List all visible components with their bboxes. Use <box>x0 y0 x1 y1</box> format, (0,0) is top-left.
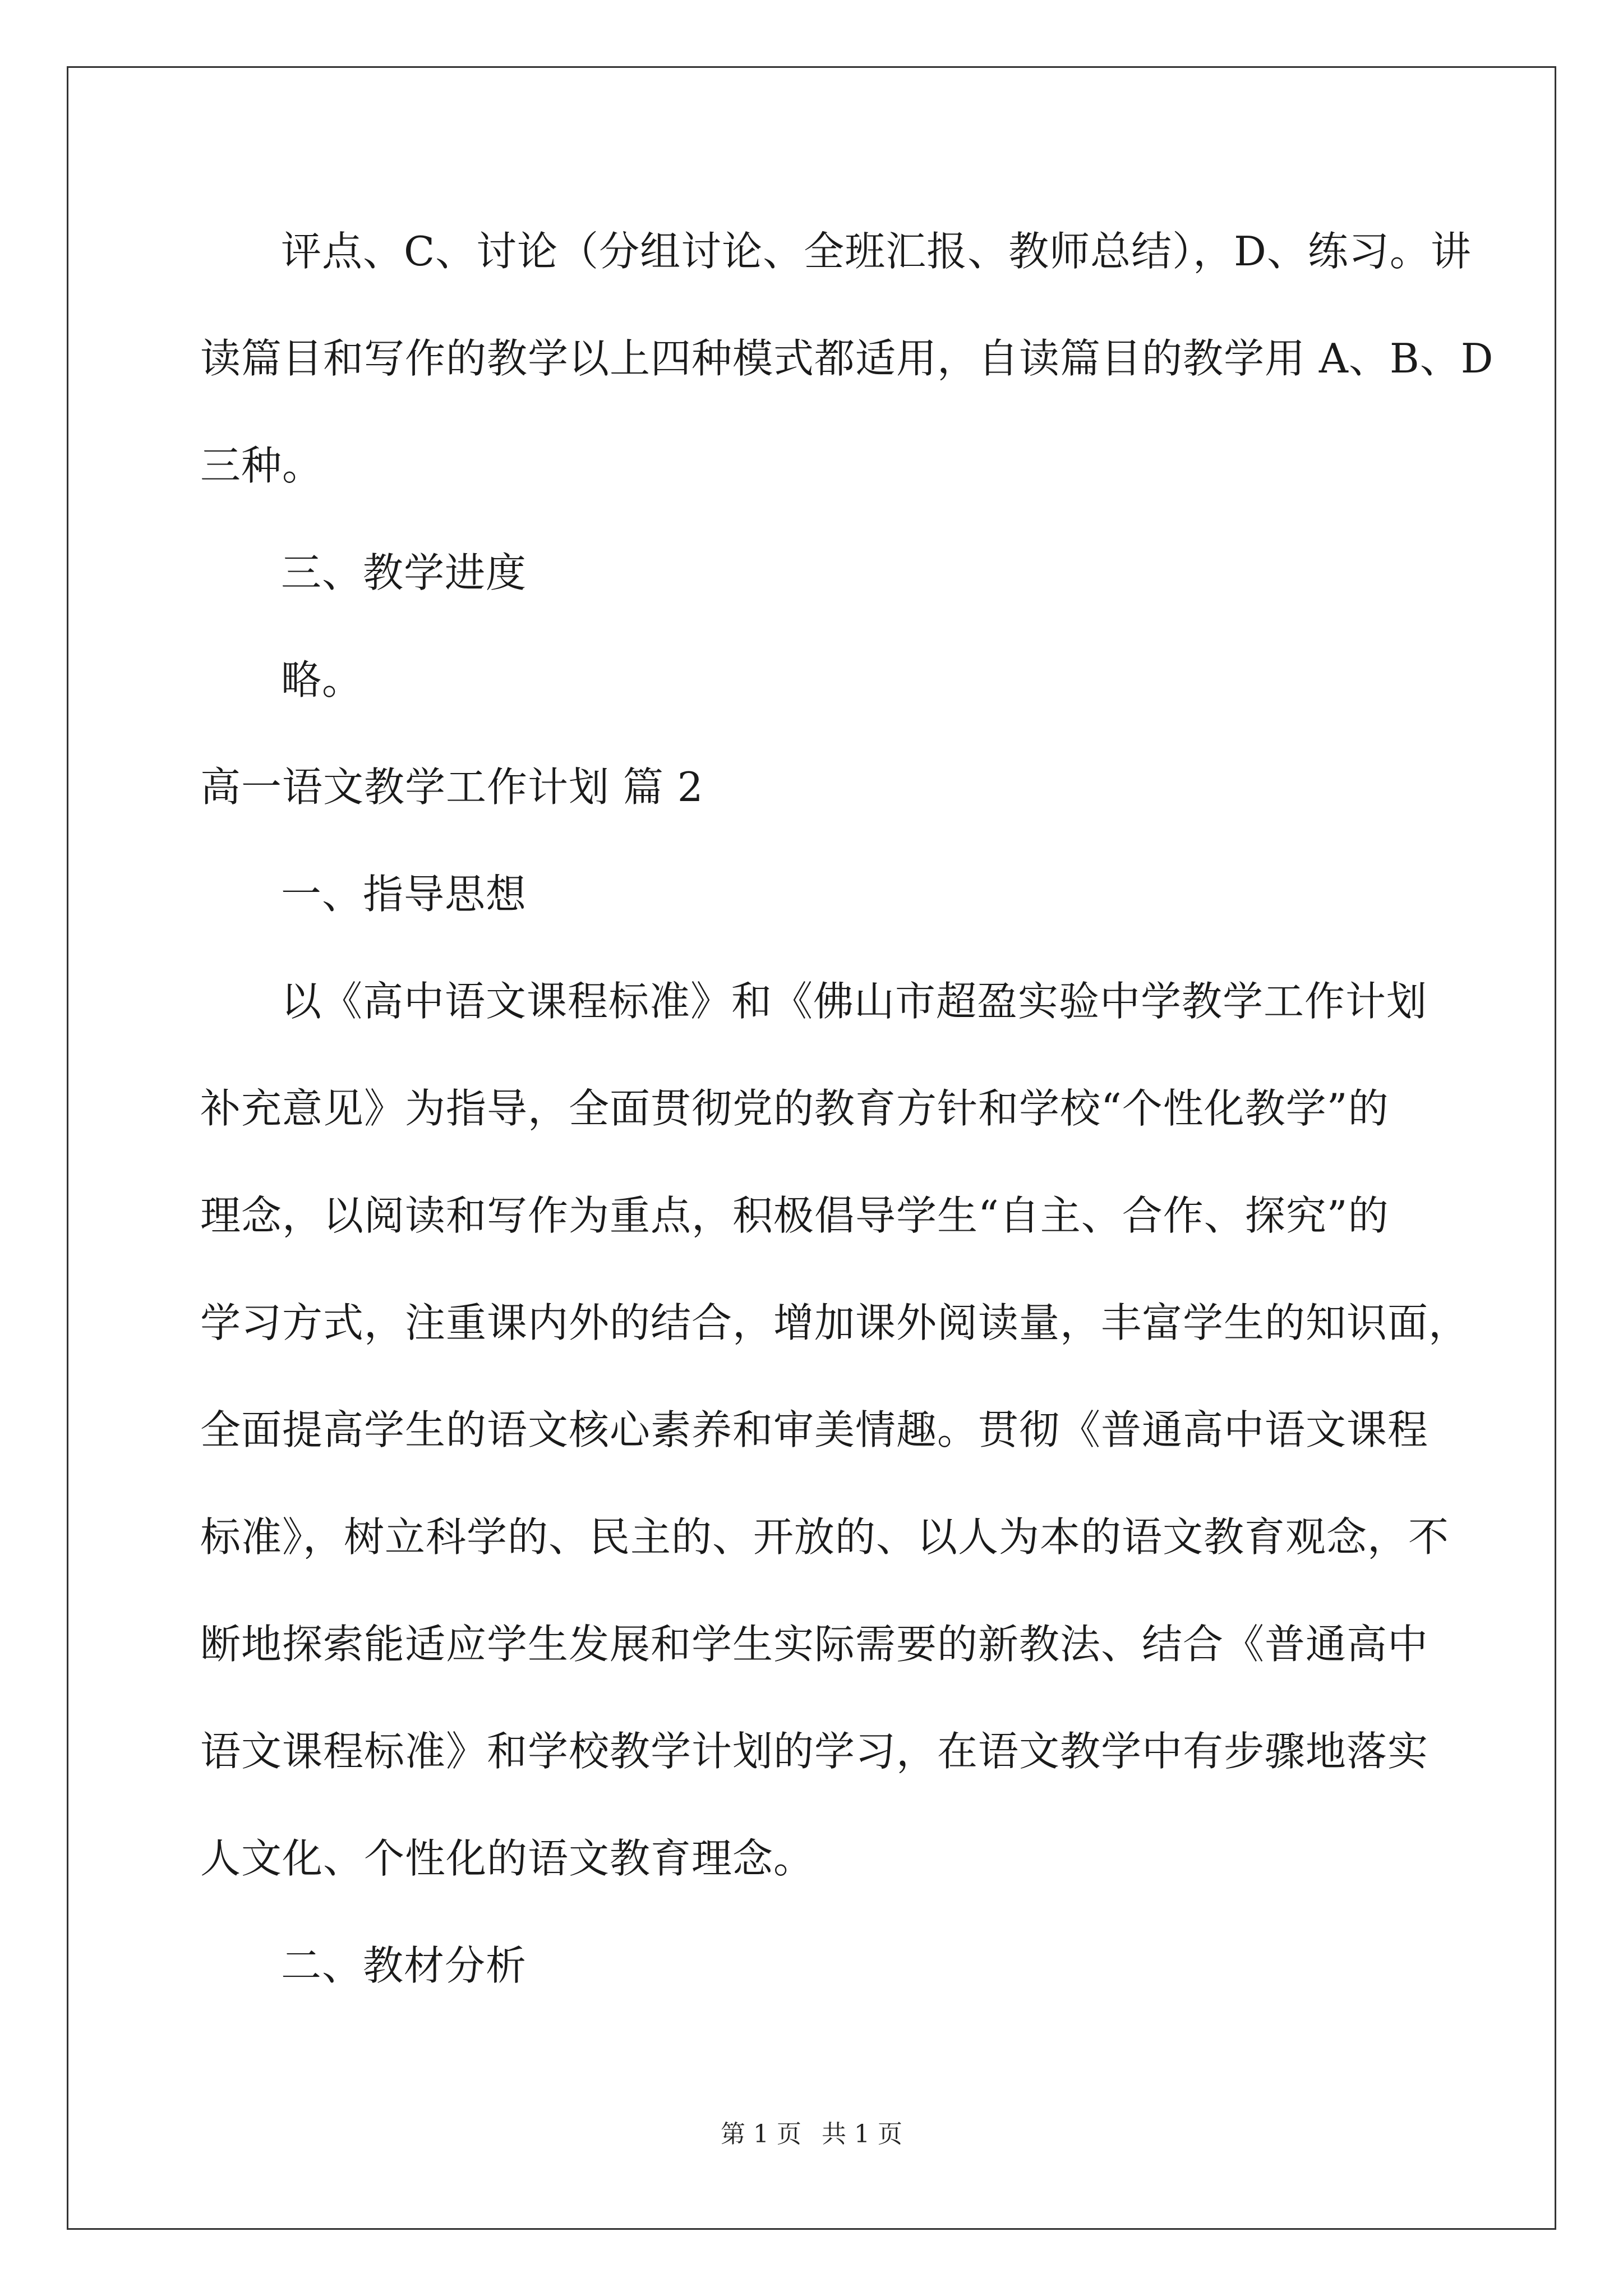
body-line: 读篇目和写作的教学以上四种模式都适用，自读篇目的教学用 A、B、D <box>200 335 1494 382</box>
body-line: 语文课程标准》和学校教学计划的学习，在语文教学中有步骤地落实 <box>200 1728 1429 1775</box>
body-line: 理念，以阅读和写作为重点，积极倡导学生“自主、合作、探究”的 <box>200 1192 1389 1239</box>
body-line: 以《高中语文课程标准》和《佛山市超盈实验中学教学工作计划 <box>281 978 1428 1025</box>
body-line: 全面提高学生的语文核心素养和审美情趣。贯彻《普通高中语文课程 <box>200 1406 1429 1453</box>
body-line: 标准》，树立科学的、民主的、开放的、以人为本的语文教育观念，不 <box>200 1513 1450 1561</box>
body-line: 断地探索能适应学生发展和学生实际需要的新教法、结合《普通高中 <box>200 1621 1429 1668</box>
body-line: 人文化、个性化的语文教育理念。 <box>200 1835 815 1882</box>
page-number: 第 1 页 <box>721 2120 801 2148</box>
section-heading: 一、指导思想 <box>281 871 527 918</box>
body-line: 略。 <box>281 656 363 703</box>
body-line: 补充意见》为指导，全面贯彻党的教育方针和学校“个性化教学”的 <box>200 1085 1389 1132</box>
page-frame <box>67 66 1556 2230</box>
page-footer <box>0 2118 1623 2151</box>
section-heading: 三、教学进度 <box>281 549 527 596</box>
body-line: 学习方式，注重课内外的结合，增加课外阅读量，丰富学生的知识面， <box>200 1299 1470 1346</box>
section-heading: 二、教材分析 <box>281 1942 527 1989</box>
page-total: 共 1 页 <box>822 2120 902 2148</box>
body-line: 评点、C、讨论（分组讨论、全班汇报、教师总结），D、练习。讲 <box>281 228 1472 275</box>
body-line: 三种。 <box>200 442 324 489</box>
document-title: 高一语文教学工作计划 篇 2 <box>200 763 704 811</box>
